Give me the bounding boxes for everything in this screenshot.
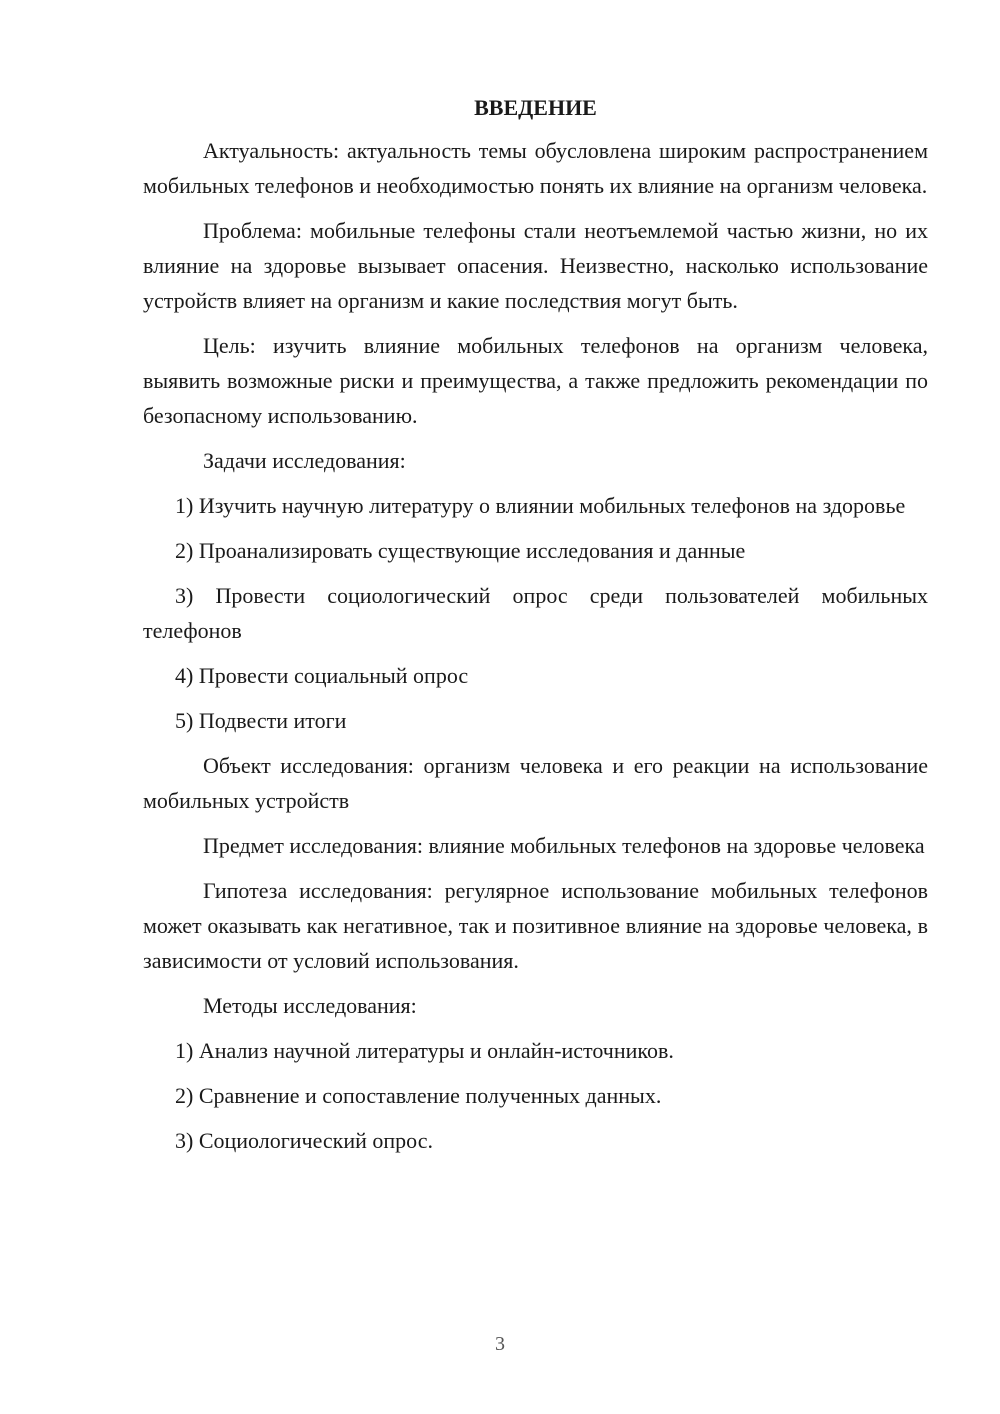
- page-number: 3: [495, 1333, 505, 1355]
- task-item-2: 2) Проанализировать существующие исследования и данные: [175, 538, 746, 563]
- task-item-4: 4) Провести социальный опрос: [175, 663, 469, 688]
- subject-paragraph: Предмет исследования: влияние мобильных телефонов на здоровье человека: [203, 833, 925, 858]
- task-item-3: 3) Провести социологический опрос среди пользователей мобильных телефонов: [143, 583, 928, 643]
- object-paragraph: Объект исследования: организм человека и его реакции на использование мобильных устройств: [143, 753, 928, 813]
- page-title: ВВЕДЕНИЕ: [474, 95, 597, 120]
- problem-paragraph: Проблема: мобильные телефоны стали неотъемлемой частью жизни, но их влияние на здоровье вызывает опасения. Неизвестно, насколько использование устройств влияет на организм и какие последствия могут быть.: [143, 218, 928, 313]
- task-item-1: 1) Изучить научную литературу о влиянии мобильных телефонов на здоровье: [175, 493, 906, 518]
- method-item-2: 2) Сравнение и сопоставление полученных данных.: [175, 1083, 662, 1108]
- goal-paragraph: Цель: изучить влияние мобильных телефонов на организм человека, выявить возможные риски и преимущества, а также предложить рекомендации по безопасному использованию.: [143, 333, 928, 428]
- tasks-heading: Задачи исследования:: [203, 448, 406, 473]
- task-item-5: 5) Подвести итоги: [175, 708, 347, 733]
- method-item-3: 3) Социологический опрос.: [175, 1128, 433, 1153]
- method-item-1: 1) Анализ научной литературы и онлайн-источников.: [175, 1038, 674, 1063]
- document-page: [143, 90, 928, 1168]
- relevance-paragraph: Актуальность: актуальность темы обусловлена широким распространением мобильных телефонов и необходимостью понять их влияние на организм человека.: [143, 138, 928, 198]
- methods-heading: Методы исследования:: [203, 993, 417, 1018]
- hypothesis-paragraph: Гипотеза исследования: регулярное использование мобильных телефонов может оказывать как негативное, так и позитивное влияние на здоровье человека, в зависимости от условий использования.: [143, 878, 928, 973]
